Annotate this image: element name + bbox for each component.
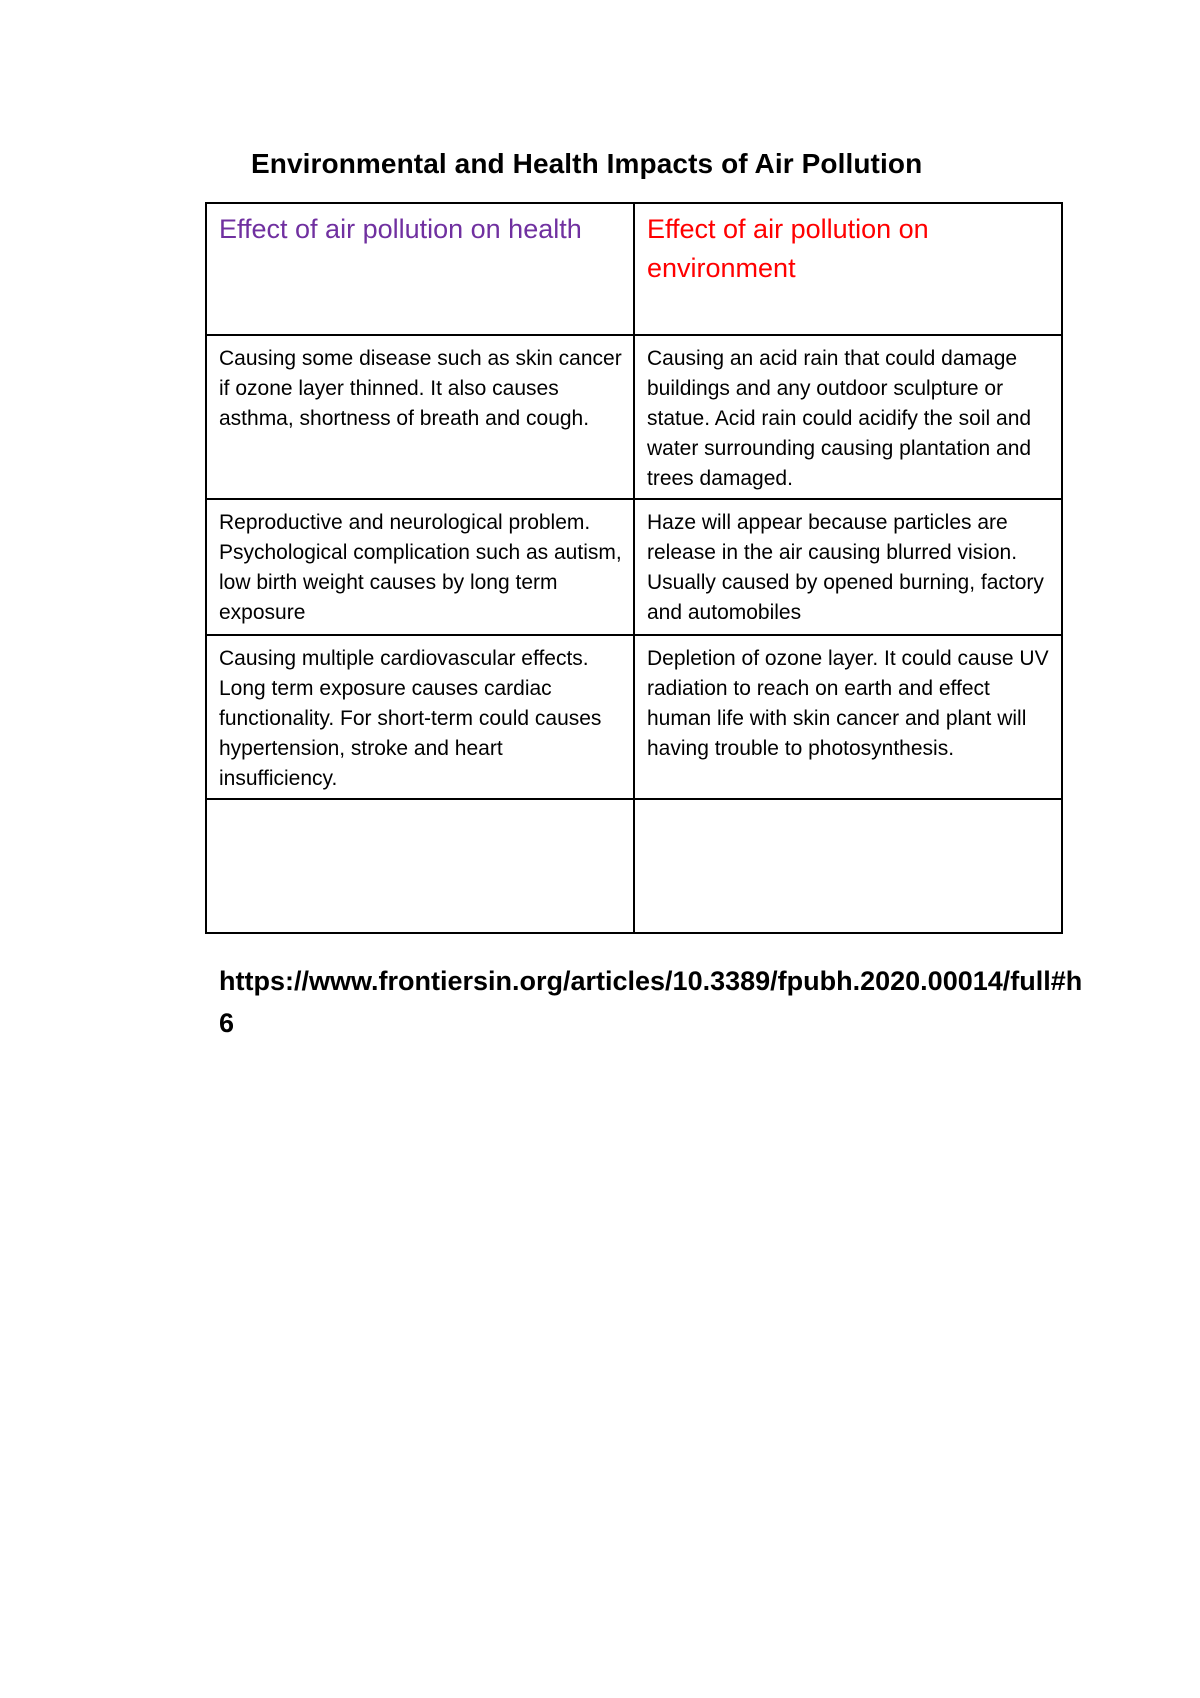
environment-column-header: Effect of air pollution on environment <box>634 203 1062 335</box>
table-row-empty <box>206 799 1062 933</box>
impacts-table <box>205 202 1063 934</box>
table-row <box>206 335 1062 499</box>
table-header-row <box>206 203 1062 335</box>
empty-cell <box>206 799 634 933</box>
health-effect-cell: Causing some disease such as skin cancer if ozone layer thinned. It also causes asthma, shortness of breath and cough. <box>206 335 634 499</box>
page-title: Environmental and Health Impacts of Air Pollution <box>251 148 923 179</box>
health-column-header: Effect of air pollution on health <box>206 203 634 335</box>
environment-effect-cell: Depletion of ozone layer. It could cause UV radiation to reach on earth and effect human life with skin cancer and plant will having trouble to photosynthesis. <box>634 635 1062 799</box>
source-url-link[interactable]: https://www.frontiersin.org/articles/10.3389/fpubh.2020.00014/full#h6 <box>219 966 1083 1038</box>
health-effect-cell: Causing multiple cardiovascular effects. Long term exposure causes cardiac functionality. For short-term could causes hypertension, stroke and heart insufficiency. <box>206 635 634 799</box>
environment-effect-cell: Haze will appear because particles are release in the air causing blurred vision. Usually caused by opened burning, factory and automobiles <box>634 499 1062 635</box>
empty-cell <box>634 799 1062 933</box>
table-row <box>206 635 1062 799</box>
table-row <box>206 499 1062 635</box>
health-effect-cell: Reproductive and neurological problem. Psychological complication such as autism, low birth weight causes by long term exposure <box>206 499 634 635</box>
environment-effect-cell: Causing an acid rain that could damage buildings and any outdoor sculpture or statue. Acid rain could acidify the soil and water surrounding causing plantation and trees damaged. <box>634 335 1062 499</box>
